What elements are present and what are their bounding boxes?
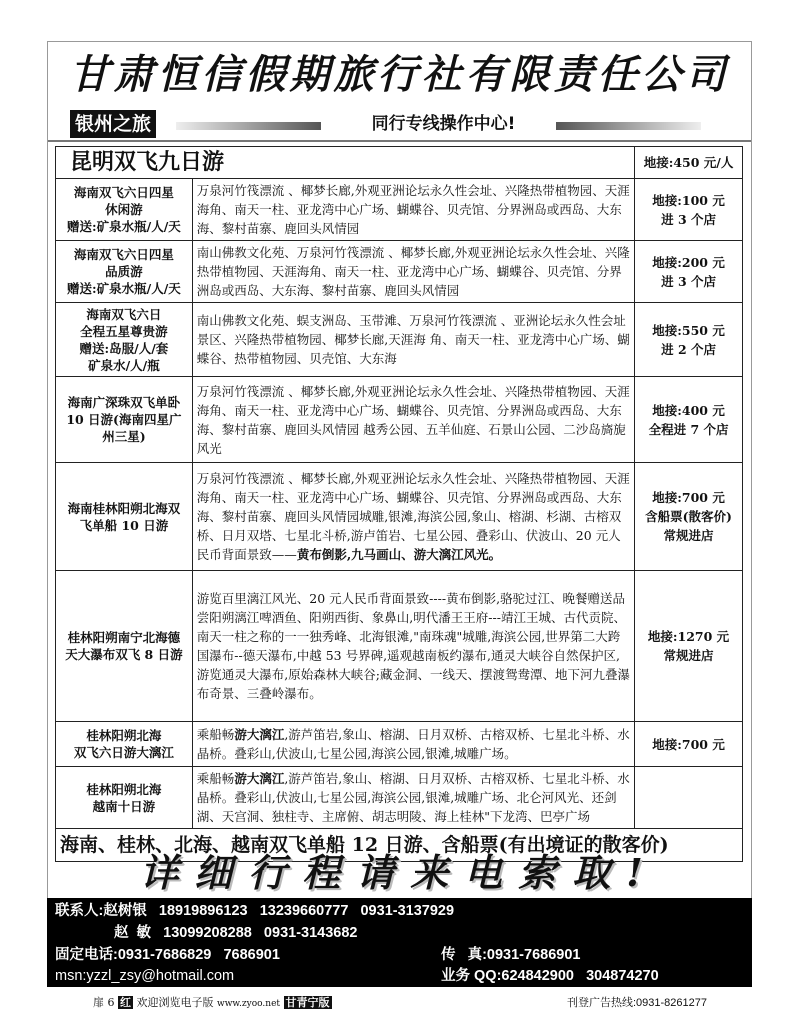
- route-name-line: 赠送:岛服/人/套: [79, 340, 169, 356]
- desc-text: 游览百里漓江风光、20 元人民币背面景致----黄布倒影,骆驼过江、晚餐赠送品尝阳朔漓江啤酒鱼、阳朔西街、象鼻山,明代潘王王府---靖江王城、古代贡院、南天一柱之称的一一独秀峰、北海银滩,"南珠魂"城雕,海滨公园,世界第二大跨国瀑布--德天瀑布,中越 53 号界碑,遥观越南板约瀑布,通灵大峡谷自然保护区,游览通灵大瀑布,原始森林大峡谷;藏金洞、一线天、摆渡鸳鸯潭、地下河九叠瀑布奇景、三叠岭瀑布。: [196, 591, 630, 701]
- route-price: [635, 179, 743, 241]
- table-row: [56, 241, 743, 303]
- table-row: [56, 463, 743, 571]
- table-row: [56, 571, 743, 722]
- price-line: 进 3 个店: [661, 211, 716, 227]
- price-line: 地接:100 元: [652, 192, 725, 208]
- slogan: 同行专线操作中心!: [371, 114, 516, 134]
- route-description: [192, 722, 634, 767]
- ad-hotline: 刊登广告热线:0931-8261277: [566, 997, 707, 1009]
- route-name-line: 赠送:矿泉水瓶/人/天: [67, 219, 181, 234]
- desc-prefix: 乘船畅: [196, 727, 235, 742]
- route-price: [635, 571, 743, 722]
- desc-text: ,游芦笛岩,象山、榕湖、日月双桥、古榕双桥、七星北斗桥、水晶桥。叠彩山,伏波山,七星公园,海滨公园,银滩,城雕广场、北仑河风光、还剑湖、天宫洞、独柱寺、主席俯、胡志明陵、海上桂林"下龙湾、巴亭广场: [196, 771, 630, 824]
- table-row: [56, 303, 743, 377]
- route-name-line: 越南十日游: [92, 798, 156, 814]
- table-row: [56, 767, 743, 829]
- route-name-line: 桂林阳朔北海: [86, 781, 162, 797]
- desc-text: ,游芦笛岩,象山、榕湖、日月双桥、古榕双桥、七星北斗桥、水晶桥。叠彩山,伏波山,七星公园,海滨公园,银滩,城雕广场。: [196, 727, 630, 761]
- route-price: [635, 377, 743, 463]
- desc-highlight: 黄布倒影,九马画山、游大漓江风光。: [296, 547, 502, 562]
- desc-highlight: 游大漓江: [234, 771, 285, 786]
- edition-tag: 甘青宁版: [285, 996, 330, 1009]
- price-line: 地接:550 元: [652, 322, 725, 338]
- callout: 详细行程请来电索取!: [140, 850, 659, 895]
- route-name-line: 品质游: [105, 264, 143, 279]
- route-name: [56, 179, 193, 241]
- price-line: 地接:400 元: [652, 402, 725, 418]
- route-name: [56, 571, 193, 722]
- table-row-kunming: [56, 147, 743, 179]
- price-line: 进 2 个店: [661, 341, 716, 357]
- welcome-text: 欢迎浏览电子版: [136, 996, 214, 1009]
- page-number: 扉 6: [93, 996, 115, 1009]
- table-row: [56, 722, 743, 767]
- route-name-line: 10 日游(海南四星广: [66, 412, 182, 427]
- route-name-line: 海南双飞六日四星: [73, 185, 174, 200]
- route-description: [192, 179, 634, 241]
- route-name-line: 矿泉水/人/瓶: [88, 357, 160, 373]
- kunming-price: 地接:450 元/人: [635, 147, 743, 179]
- route-price: [635, 303, 743, 377]
- route-name: [56, 767, 193, 829]
- route-name-line: 海南广深珠双飞单卧: [67, 395, 181, 410]
- route-name-line: 双飞六日游大漓江: [73, 745, 174, 760]
- table-row: [56, 179, 743, 241]
- route-table: [55, 146, 743, 862]
- kunming-title: 昆明双飞九日游: [56, 147, 635, 179]
- route-name-line: 飞单船 10 日游: [79, 517, 169, 533]
- route-name: [56, 377, 193, 463]
- route-price: [635, 722, 743, 767]
- route-description: [192, 767, 634, 829]
- route-description: [192, 303, 634, 377]
- route-name-line: 海南双飞六日四星: [73, 247, 174, 262]
- route-name-line: 天大瀑布双飞 8 日游: [65, 647, 183, 662]
- site-link[interactable]: www.zyoo.net: [217, 999, 281, 1009]
- page-tag: 红: [120, 996, 131, 1009]
- desc-highlight: 游大漓江: [234, 727, 285, 742]
- desc-prefix: 乘船畅: [196, 771, 235, 786]
- divider-bar-right: [556, 122, 701, 130]
- route-name: [56, 303, 193, 377]
- company-name: 甘肃恒信假期旅行社有限责任公司: [69, 51, 730, 98]
- contact-line-2: 赵 敏 13099208288 0931-3143682: [114, 925, 358, 941]
- desc-text: 万泉河竹筏漂流 、椰梦长廊,外观亚洲论坛永久性会址、兴隆热带植物园、天涯海角、南天一柱、亚龙湾中心广场、蝴蝶谷、贝壳馆、分界洲岛或西岛、大东海、黎村苗寨、鹿回头风情园城雕,银滩,海滨公园,象山、榕湖、杉湖、古榕双桥、日月双塔、七星北斗桥,游卢笛岩、七星公园、叠彩山、伏波山、20 元人民币背面景致——: [196, 471, 630, 562]
- route-name-line: 海南双飞六日: [86, 306, 162, 322]
- desc-text: 南山佛教文化苑、蜈支洲岛、玉带滩、万泉河竹筏漂流 、亚洲论坛永久性会址景区、兴隆热带植物园、椰梦长廊,天涯海 角、南天一柱、亚龙湾中心广场、蝴蝶谷、热带植物园、贝壳馆、大东海: [196, 313, 630, 366]
- route-price: [635, 767, 743, 829]
- price-line: 地接:200 元: [652, 254, 725, 270]
- route-description: [192, 241, 634, 303]
- price-line: 常规进店: [663, 648, 714, 663]
- route-description: [192, 463, 634, 571]
- route-name-line: 桂林阳朔南宁北海德: [67, 630, 181, 645]
- brand-badge: 银州之旅: [70, 110, 156, 138]
- desc-text: 南山佛教文化苑、万泉河竹筏漂流 、椰梦长廊,外观亚洲论坛永久性会址、兴隆热带植物园、天涯海角、南天一柱、亚龙湾中心广场、蝴蝶谷、贝壳馆、分界洲岛或西岛、大东海、黎村苗寨、鹿回头风情园: [196, 245, 630, 298]
- route-name-line: 休闲游: [105, 202, 143, 217]
- price-line: 全程进 7 个店: [648, 421, 729, 437]
- contact-block: [47, 898, 752, 987]
- price-line: 常规进店: [663, 528, 714, 543]
- route-name-line: 州三星): [102, 429, 146, 444]
- business-qq: 业务 QQ:624842900 304874270: [441, 968, 659, 984]
- bottom-route: 海南、桂林、北海、越南双飞单船 12 日游、含船票(有出境证的散客价): [56, 829, 743, 862]
- footer-left: [93, 996, 332, 1011]
- route-description: [192, 571, 634, 722]
- price-line: 地接:1270 元: [647, 629, 730, 644]
- route-name: [56, 463, 193, 571]
- route-name-line: 海南桂林阳朔北海双: [67, 500, 181, 516]
- subtitle-row: [48, 108, 751, 142]
- desc-text: 万泉河竹筏漂流 、椰梦长廊,外观亚洲论坛永久性会址、兴隆热带植物园、天涯海角、南天一柱、亚龙湾中心广场、蝴蝶谷、贝壳馆、分界洲岛或西岛、大东海、黎村苗寨、鹿回头风情园 越秀公园、五羊仙庭、石景山公园、二沙岛旖旎风光: [196, 383, 630, 456]
- divider-bar-left: [176, 122, 321, 130]
- contact-line-1: 联系人:赵树银 18919896123 13239660777 0931-3137929: [55, 903, 455, 919]
- desc-text: 万泉河竹筏漂流 、椰梦长廊,外观亚洲论坛永久性会址、兴隆热带植物园、天涯海角、南天一柱、亚龙湾中心广场、蝴蝶谷、贝壳馆、分界洲岛或西岛、大东海、黎村苗寨、鹿回头风情园: [196, 183, 630, 236]
- price-line: 进 3 个店: [661, 273, 716, 289]
- price-line: 含船票(散客价): [645, 509, 732, 524]
- route-name-line: 赠送:矿泉水瓶/人/天: [67, 281, 181, 296]
- route-description: [192, 377, 634, 463]
- fixed-phone: 固定电话:0931-7686829 7686901: [55, 947, 280, 963]
- fax: 传 真:0931-7686901: [441, 947, 581, 963]
- msn[interactable]: msn:yzzl_zsy@hotmail.com: [55, 968, 235, 984]
- route-name-line: 桂林阳朔北海: [86, 728, 162, 743]
- price-line: 地接:700 元: [652, 736, 725, 752]
- route-price: [635, 463, 743, 571]
- route-price: [635, 241, 743, 303]
- price-line: 地接:700 元: [652, 490, 725, 505]
- route-name: [56, 722, 193, 767]
- route-name-line: 全程五星尊贵游: [80, 323, 168, 339]
- route-name: [56, 241, 193, 303]
- table-row: [56, 377, 743, 463]
